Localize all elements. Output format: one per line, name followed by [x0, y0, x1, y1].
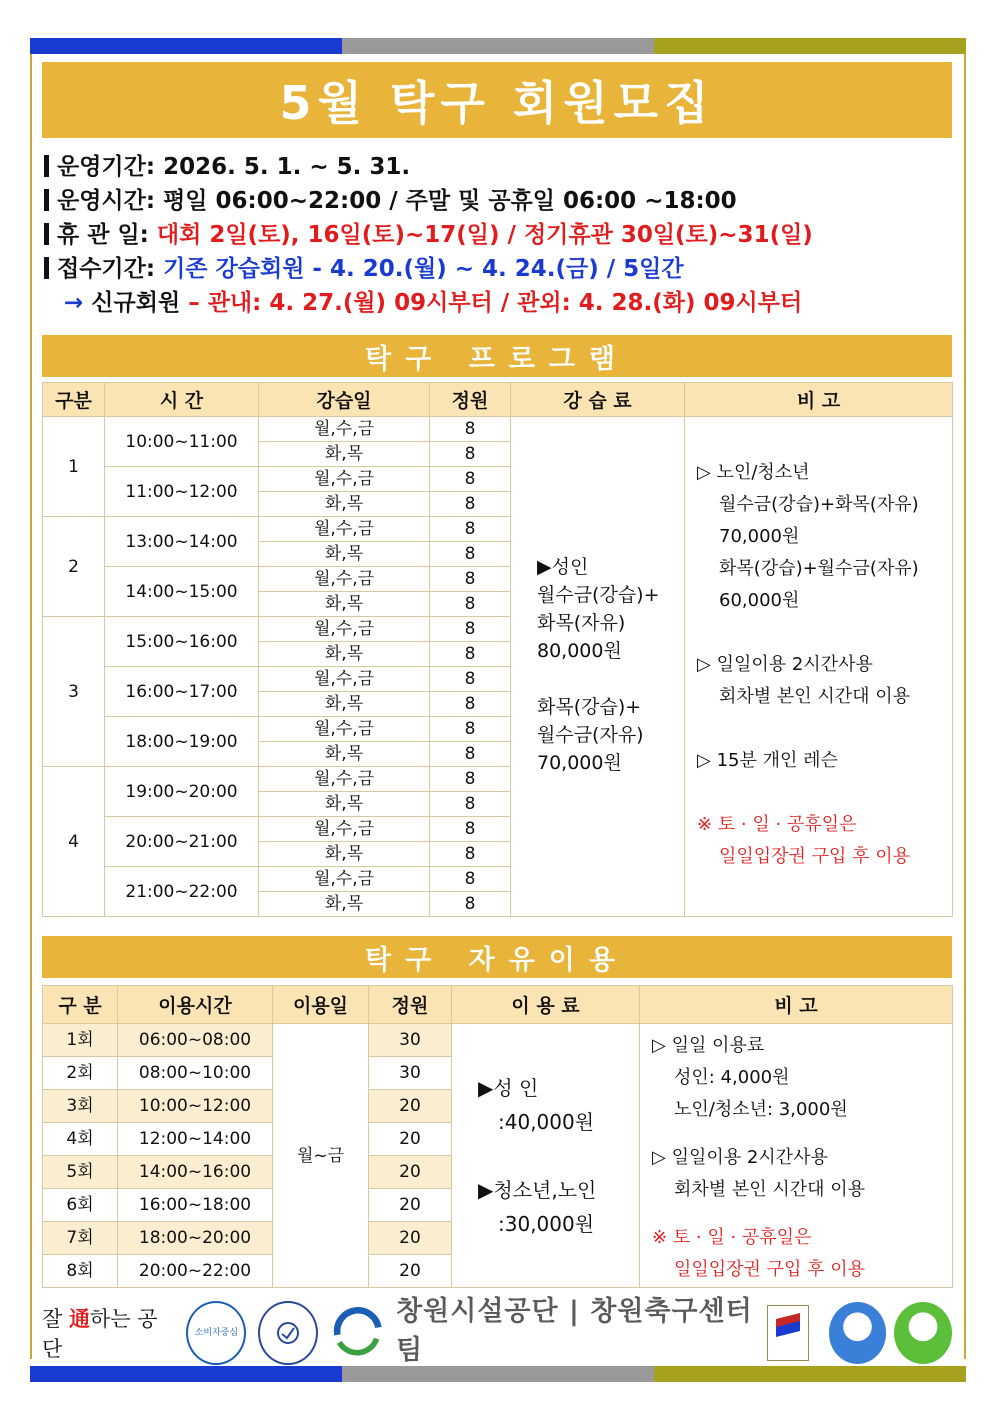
program-row — [43, 417, 953, 442]
capacity-cell: 8 — [430, 442, 511, 467]
capacity-cell: 8 — [430, 767, 511, 792]
note-line: 60,000원 — [719, 590, 800, 611]
time-cell: 14:00~15:00 — [105, 567, 259, 617]
lesson-days-cell: 화,목 — [259, 642, 430, 667]
note-line — [697, 717, 952, 749]
note-line — [652, 1126, 952, 1142]
bar-olive — [654, 38, 966, 54]
slogan: 잘 通하는 공단 — [42, 1307, 158, 1361]
note-line: ▷ 15분 개인 레슨 — [697, 750, 838, 771]
program-heading: 탁구 프로그램 — [42, 335, 952, 377]
lesson-days-cell: 월,수,금 — [259, 667, 430, 692]
program-header-cell: 정원 — [430, 383, 511, 417]
lesson-days-cell: 월,수,금 — [259, 717, 430, 742]
fee-line: 월수금(자유) — [537, 723, 644, 746]
time-cell: 11:00~12:00 — [105, 467, 259, 517]
usage-notes-cell — [640, 1024, 953, 1288]
fee-line — [478, 1139, 639, 1173]
session-time: 16:00~18:00 — [118, 1189, 273, 1222]
free-header-cell: 정원 — [369, 986, 452, 1024]
session-time: 06:00~08:00 — [118, 1024, 273, 1057]
lesson-days-cell: 화,목 — [259, 842, 430, 867]
session-time: 12:00~14:00 — [118, 1123, 273, 1156]
fee-line: ▶성 인 — [478, 1075, 539, 1100]
service-award-badge-icon — [767, 1305, 808, 1361]
session-time: 10:00~12:00 — [118, 1090, 273, 1123]
note-line — [697, 781, 952, 813]
lesson-days-cell: 월,수,금 — [259, 867, 430, 892]
lesson-days-cell: 월,수,금 — [259, 417, 430, 442]
bar-blue — [30, 1366, 342, 1382]
corporation-logo-icon — [330, 1305, 386, 1361]
fee-line: :40,000원 — [498, 1109, 595, 1134]
lesson-days-cell: 화,목 — [259, 442, 430, 467]
fee-line: 80,000원 — [537, 639, 622, 662]
fee-line: 화목(자유) — [537, 611, 626, 634]
fee-line: 화목(강습)+ — [537, 695, 642, 718]
info-block — [44, 150, 952, 320]
program-header-cell: 구분 — [43, 383, 105, 417]
capacity-cell: 8 — [430, 567, 511, 592]
group-number: 1 — [43, 417, 105, 517]
page-title: 5월 탁구 회원모집 — [42, 62, 952, 138]
session-capacity: 20 — [369, 1156, 452, 1189]
group-number: 2 — [43, 517, 105, 617]
certification-seal-icon — [258, 1301, 318, 1365]
note-line: 일일입장권 구입 후 이용 — [719, 846, 911, 867]
fee-line: ▶성인 — [537, 555, 589, 578]
lesson-days-cell: 화,목 — [259, 592, 430, 617]
fee-line: :30,000원 — [498, 1211, 595, 1236]
info-closed: 휴 관 일: 대회 2일(토), 16일(토)~17(일) / 정기휴관 30일(토)~31(일) — [44, 218, 952, 252]
session-number: 8회 — [43, 1255, 118, 1288]
lesson-days-cell: 월,수,금 — [259, 517, 430, 542]
session-capacity: 20 — [369, 1123, 452, 1156]
free-header-cell: 비 고 — [640, 986, 953, 1024]
session-time: 20:00~22:00 — [118, 1255, 273, 1288]
note-line: ▷ 일일이용 2시간사용 — [652, 1147, 828, 1168]
usage-fee-cell — [452, 1024, 640, 1288]
free-header-cell: 이 용 료 — [452, 986, 640, 1024]
session-capacity: 20 — [369, 1255, 452, 1288]
lesson-days-cell: 화,목 — [259, 742, 430, 767]
note-line: ▷ 노인/청소년 — [697, 462, 810, 483]
note-line — [652, 1206, 952, 1222]
program-header-cell: 강 습 료 — [511, 383, 685, 417]
time-cell: 10:00~11:00 — [105, 417, 259, 467]
usage-days: 월~금 — [273, 1024, 369, 1288]
session-capacity: 20 — [369, 1222, 452, 1255]
note-line: ▷ 일일이용 2시간사용 — [697, 654, 873, 675]
mascot-green-icon — [894, 1302, 952, 1364]
lesson-days-cell: 월,수,금 — [259, 617, 430, 642]
fee-line: 70,000원 — [537, 751, 622, 774]
lesson-fee-cell — [511, 417, 685, 917]
lesson-days-cell: 화,목 — [259, 692, 430, 717]
free-row — [43, 1024, 953, 1057]
note-line: ※ 토 · 일 · 공휴일은 — [652, 1227, 812, 1248]
capacity-cell: 8 — [430, 642, 511, 667]
note-line: ※ 토 · 일 · 공휴일은 — [697, 814, 857, 835]
info-registration: 접수기간: 기존 강습회원 - 4. 20.(월) ~ 4. 24.(금) / 5일간 — [44, 252, 952, 286]
capacity-cell: 8 — [430, 467, 511, 492]
session-number: 5회 — [43, 1156, 118, 1189]
consumer-seal-icon: 소비자중심 — [186, 1301, 246, 1365]
bar-gray — [342, 1366, 654, 1382]
program-header-cell: 비 고 — [685, 383, 953, 417]
session-time: 14:00~16:00 — [118, 1156, 273, 1189]
lesson-notes-cell — [685, 417, 953, 917]
fee-line — [537, 667, 684, 695]
lesson-days-cell: 화,목 — [259, 492, 430, 517]
program-header-cell: 시 간 — [105, 383, 259, 417]
capacity-cell: 8 — [430, 842, 511, 867]
capacity-cell: 8 — [430, 817, 511, 842]
info-new-members: → 신규회원 – 관내: 4. 27.(월) 09시부터 / 관외: 4. 28.(화) 09시부터 — [64, 290, 803, 316]
lesson-days-cell: 월,수,금 — [259, 567, 430, 592]
session-capacity: 20 — [369, 1090, 452, 1123]
session-number: 3회 — [43, 1090, 118, 1123]
program-table — [42, 382, 953, 917]
time-cell: 15:00~16:00 — [105, 617, 259, 667]
note-line — [697, 621, 952, 653]
top-color-bar — [30, 38, 966, 54]
bar-blue — [30, 38, 342, 54]
session-number: 1회 — [43, 1024, 118, 1057]
capacity-cell: 8 — [430, 492, 511, 517]
time-cell: 13:00~14:00 — [105, 517, 259, 567]
free-header-cell: 이용시간 — [118, 986, 273, 1024]
time-cell: 19:00~20:00 — [105, 767, 259, 817]
note-line: 70,000원 — [719, 526, 800, 547]
info-period: 운영기간: 2026. 5. 1. ~ 5. 31. — [44, 150, 952, 184]
note-line: 화목(강습)+월수금(자유) — [719, 558, 919, 579]
session-time: 18:00~20:00 — [118, 1222, 273, 1255]
note-line: 월수금(강습)+화목(자유) — [719, 494, 919, 515]
bar-olive — [654, 1366, 966, 1382]
note-line: 일일입장권 구입 후 이용 — [674, 1259, 866, 1280]
footer — [42, 1295, 952, 1368]
session-capacity: 20 — [369, 1189, 452, 1222]
free-header-cell: 구 분 — [43, 986, 118, 1024]
fee-line: ▶청소년,노인 — [478, 1177, 597, 1202]
capacity-cell: 8 — [430, 592, 511, 617]
lesson-days-cell: 화,목 — [259, 792, 430, 817]
capacity-cell: 8 — [430, 542, 511, 567]
free-header-cell: 이용일 — [273, 986, 369, 1024]
capacity-cell: 8 — [430, 667, 511, 692]
session-number: 4회 — [43, 1123, 118, 1156]
time-cell: 16:00~17:00 — [105, 667, 259, 717]
capacity-cell: 8 — [430, 742, 511, 767]
time-cell: 18:00~19:00 — [105, 717, 259, 767]
capacity-cell: 8 — [430, 517, 511, 542]
capacity-cell: 8 — [430, 617, 511, 642]
lesson-days-cell: 화,목 — [259, 542, 430, 567]
time-cell: 21:00~22:00 — [105, 867, 259, 917]
time-cell: 20:00~21:00 — [105, 817, 259, 867]
capacity-cell: 8 — [430, 417, 511, 442]
group-number: 4 — [43, 767, 105, 917]
free-use-heading: 탁구 자유이용 — [42, 936, 952, 978]
group-number: 3 — [43, 617, 105, 767]
lesson-days-cell: 월,수,금 — [259, 767, 430, 792]
bar-gray — [342, 38, 654, 54]
session-number: 2회 — [43, 1057, 118, 1090]
note-line: 회차별 본인 시간대 이용 — [719, 686, 911, 707]
note-line: ▷ 일일 이용료 — [652, 1035, 765, 1056]
capacity-cell: 8 — [430, 717, 511, 742]
mascot-blue-icon — [829, 1302, 887, 1364]
lesson-days-cell: 월,수,금 — [259, 817, 430, 842]
capacity-cell: 8 — [430, 892, 511, 917]
session-time: 08:00~10:00 — [118, 1057, 273, 1090]
note-line: 회차별 본인 시간대 이용 — [674, 1179, 866, 1200]
fee-line: 월수금(강습)+ — [537, 583, 660, 606]
session-number: 7회 — [43, 1222, 118, 1255]
note-line: 노인/청소년: 3,000원 — [674, 1099, 848, 1120]
session-number: 6회 — [43, 1189, 118, 1222]
free-use-table — [42, 985, 953, 1288]
capacity-cell: 8 — [430, 692, 511, 717]
session-capacity: 30 — [369, 1057, 452, 1090]
session-capacity: 30 — [369, 1024, 452, 1057]
note-line: 성인: 4,000원 — [674, 1067, 790, 1088]
lesson-days-cell: 화,목 — [259, 892, 430, 917]
bottom-color-bar — [30, 1366, 966, 1382]
program-header-cell: 강습일 — [259, 383, 430, 417]
capacity-cell: 8 — [430, 867, 511, 892]
lesson-days-cell: 월,수,금 — [259, 467, 430, 492]
info-hours: 운영시간: 평일 06:00~22:00 / 주말 및 공휴일 06:00 ~18:00 — [44, 184, 952, 218]
corporation-name: 창원시설공단 | 창원축구센터팀 — [396, 1295, 753, 1366]
capacity-cell: 8 — [430, 792, 511, 817]
